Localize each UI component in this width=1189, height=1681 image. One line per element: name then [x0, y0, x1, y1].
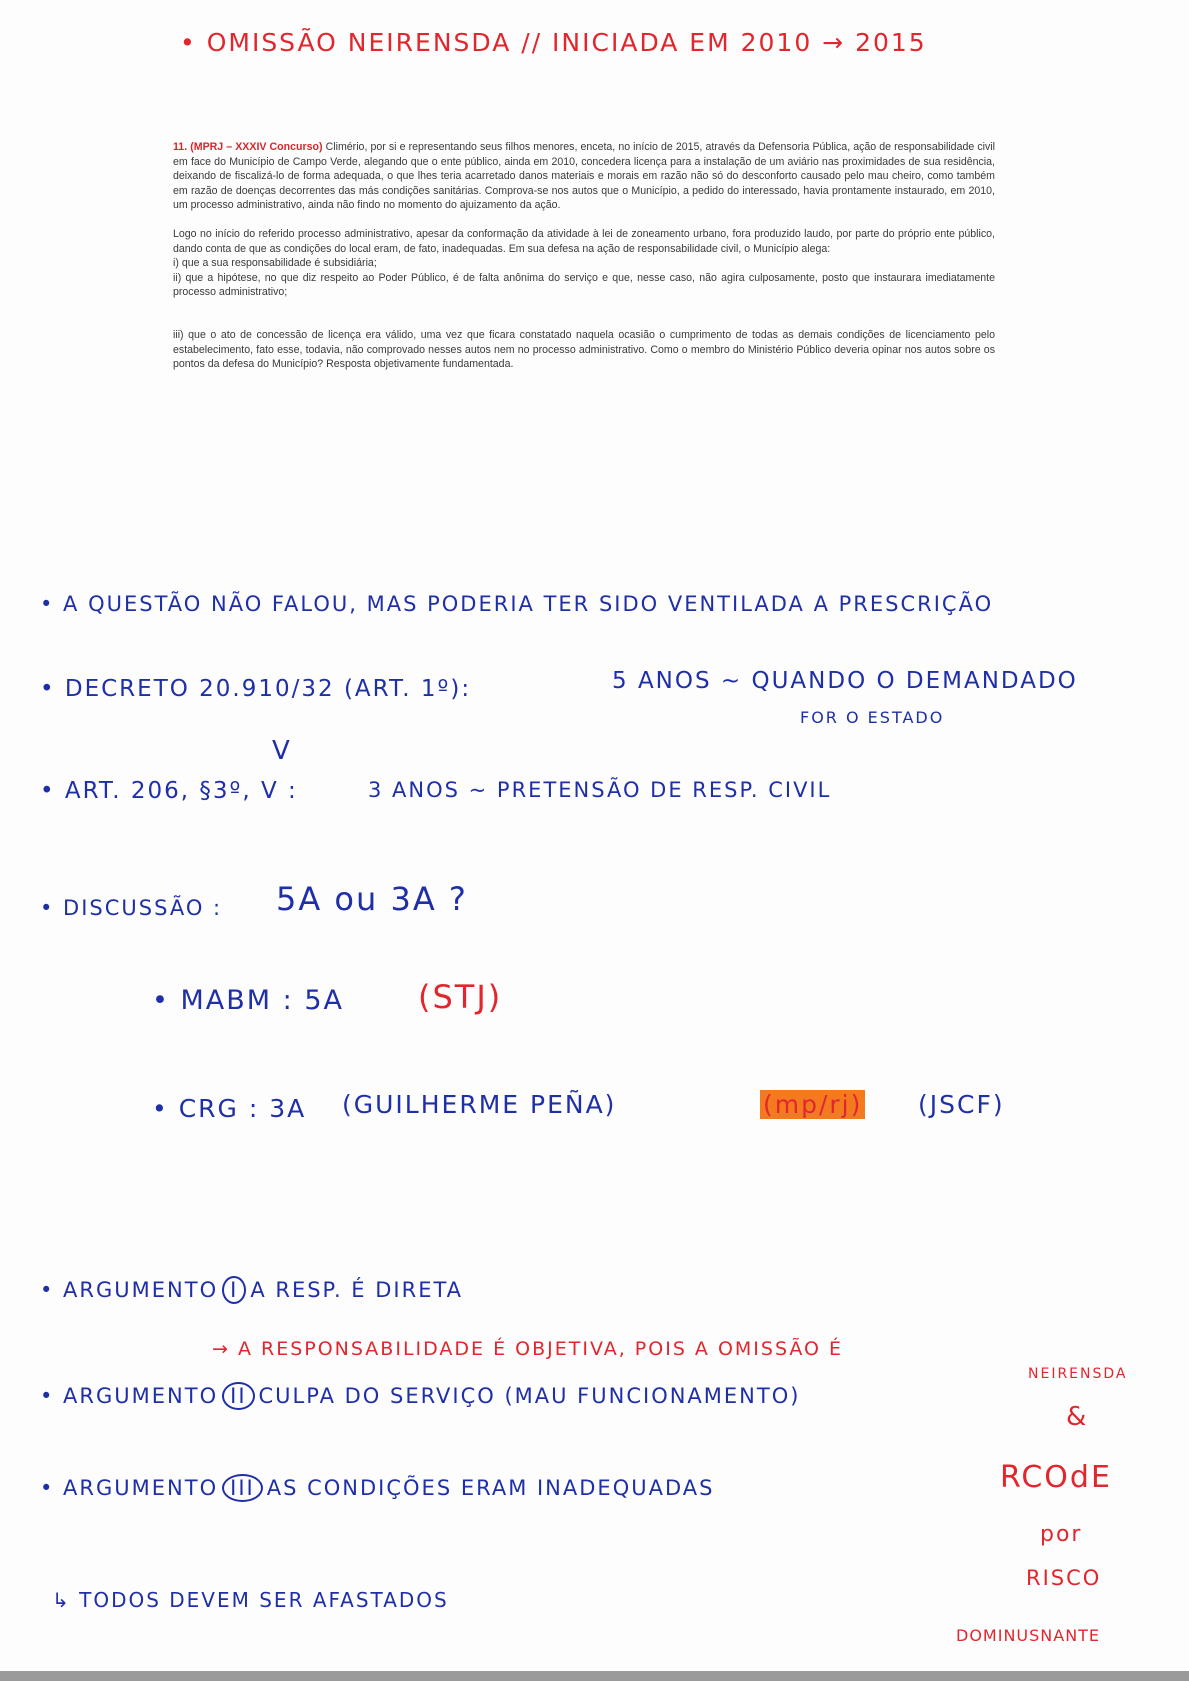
- question-item-ii: ii) que a hipótese, no que diz respeito ao Poder Público, é de falta anônima do serviço e que, nesse caso, não agira culposamente, posto que instaurara imediatamente processo administrativo;: [173, 271, 995, 299]
- argument-2-label: • ARGUMENTO: [40, 1384, 219, 1408]
- argument-2-text: CULPA DO SERVIÇO (MAU FUNCIONAMENTO): [258, 1384, 801, 1408]
- question-text-1: Climério, por si e representando seus filhos menores, enceta, no início de 2015, através da Defensoria Pública, ação de responsabilidade civil em face do Município de Campo Verde, alegando que o ente público, ainda em 2010, concedera licença para a instalação de um aviário nas proximidades de sua residência, deixando de fiscalizá-lo de forma adequada, o que lhes teria acarretado danos materiais e morais em razão não só do desconforto causado pelo mau cheiro, como também em razão de doenças decorrentes das más condições sanitárias. Comprova-se nos autos que o Município, a pedido do interessado, havia prontamente instaurado, em 2010, um processo administrativo, ainda não findo no momento do ajuizamento da ação.: [173, 141, 995, 212]
- argument-3-label: • ARGUMENTO: [40, 1476, 219, 1500]
- red-note-rcode: RCOdE: [1000, 1460, 1112, 1495]
- question-label: 11. (MPRJ – XXXIV Concurso): [173, 141, 323, 153]
- argument-2: [40, 1382, 800, 1410]
- note-art-mark: V: [272, 736, 292, 766]
- note-crg-author: (GUILHERME PEÑA): [342, 1090, 617, 1119]
- note-crg-mprj: [760, 1090, 865, 1119]
- argument-2-number: II: [222, 1382, 254, 1410]
- question-item-i: i) que a sua responsabilidade é subsidiária;: [173, 257, 377, 270]
- red-note-por: por: [1040, 1522, 1083, 1547]
- conclusion-note: ↳ TODOS DEVEM SER AFASTADOS: [52, 1588, 449, 1612]
- argument-3-text: AS CONDIÇÕES ERAM INADEQUADAS: [266, 1476, 715, 1500]
- ampersand-note: &: [1066, 1402, 1089, 1432]
- note-art-detail: 3 ANOS ~ PRETENSÃO DE RESP. CIVIL: [368, 778, 832, 802]
- argument-1-text: A RESP. É DIRETA: [250, 1278, 464, 1302]
- mprj-highlight: (mp/rj): [760, 1090, 865, 1119]
- note-discussion-values: 5A ou 3A ?: [276, 880, 468, 918]
- note-crg: • CRG : 3A: [152, 1094, 307, 1123]
- note-prescription: • A QUESTÃO NÃO FALOU, MAS PODERIA TER SIDO VENTILADA A PRESCRIÇÃO: [40, 592, 994, 616]
- scan-edge: [0, 1671, 1189, 1681]
- argument-2-annotation: → A RESPONSABILIDADE É OBJETIVA, POIS A OMISSÃO É: [212, 1338, 844, 1360]
- note-mabm-court: (STJ): [418, 978, 503, 1016]
- red-note-dominusnante: DOMINUSNANTE: [956, 1626, 1101, 1645]
- question-paragraph-1: [173, 140, 995, 213]
- note-art: • ART. 206, §3º, V :: [40, 778, 298, 804]
- argument-3-number: III: [222, 1474, 263, 1502]
- argument-1-label: • ARGUMENTO: [40, 1278, 219, 1302]
- note-decree-detail-2: FOR O ESTADO: [800, 708, 945, 727]
- argument-2-annotation-end: NEIRENSDA: [1028, 1366, 1128, 1382]
- printed-question: [173, 140, 995, 372]
- argument-1: [40, 1276, 463, 1304]
- question-paragraph-2: Logo no início do referido processo administrativo, apesar da conformação da atividade à lei de zoneamento urbano, fora produzido laudo, por parte do próprio ente público, dando conta de que as condições do local eram, de fato, inadequadas. Em sua defesa na ação de responsabilidade civil, o Município alega:: [173, 227, 995, 255]
- note-mabm: • MABM : 5A: [152, 985, 345, 1016]
- header-handwritten-note: • OMISSÃO NEIRENSDA // INICIADA EM 2010 → 2015: [180, 28, 927, 57]
- note-decree: • DECRETO 20.910/32 (ART. 1º):: [40, 676, 472, 702]
- note-decree-detail: 5 ANOS ~ QUANDO O DEMANDADO: [612, 668, 1078, 694]
- note-discussion: • DISCUSSÃO :: [40, 896, 223, 920]
- note-crg-jscf: (JSCF): [918, 1090, 1005, 1119]
- argument-1-number: I: [222, 1276, 246, 1304]
- red-note-risco: RISCO: [1026, 1566, 1102, 1590]
- question-item-iii: iii) que o ato de concessão de licença era válido, uma vez que ficara constatado naquela ocasião o cumprimento de todas as demais condições de licenciamento pelo estabelecimento, fato esse, todavia, não comprovado nesses autos nem no processo administrativo. Como o membro do Ministério Público deveria opinar nos autos sobre os pontos da defesa do Município? Resposta objetivamente fundamentada.: [173, 328, 995, 371]
- argument-3: [40, 1474, 714, 1502]
